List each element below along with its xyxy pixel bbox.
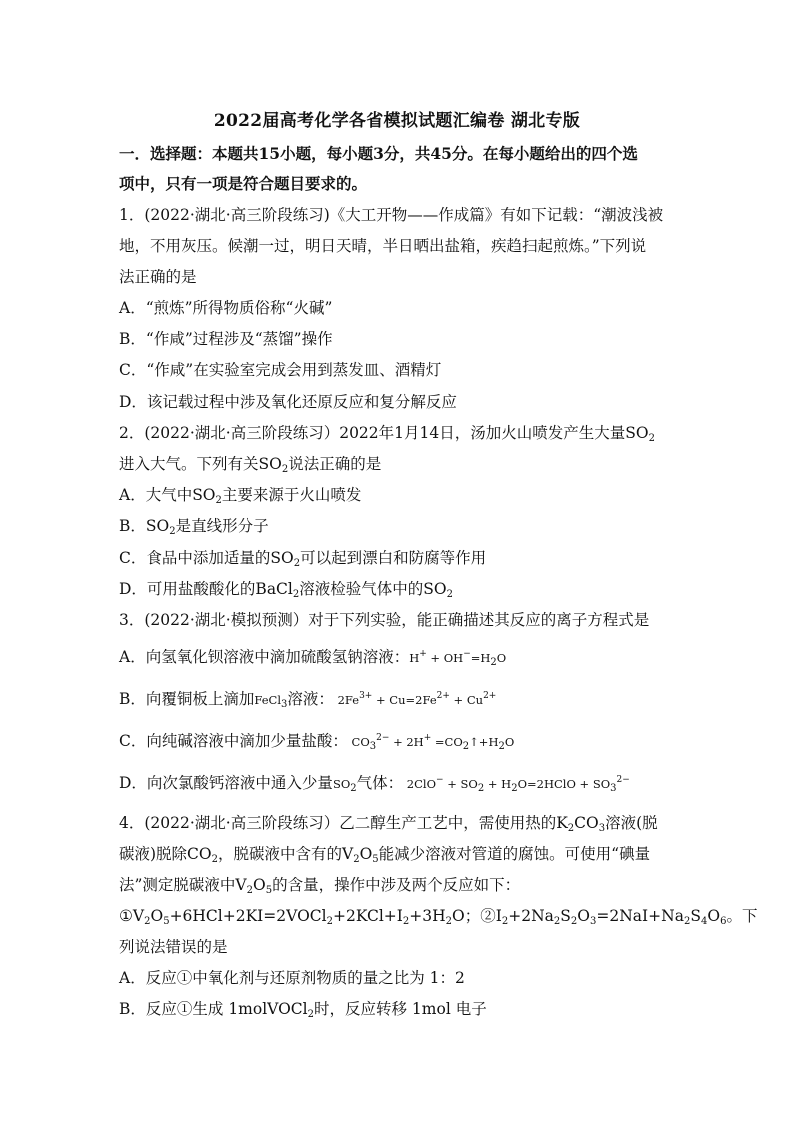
question-4-line-2: 碳液)脱除$CO_2$，脱碳液中含有的$V_2O_5$能减少溶液对管道的腐蚀。可使用“碘量 xyxy=(119,845,651,865)
question-2-option-c: C．食品中添加适量的$SO_2$可以起到漂白和防腐等作用 xyxy=(119,549,487,569)
equation-d: $2ClO^- + SO_2$ + $H_2O=2HClO + SO_3^{2-}$ xyxy=(403,775,630,794)
question-2-line-1: 2．(2022·湖北·高三阶段练习）2022年1月14日，汤加火山喷发产生大量$SO_2$ xyxy=(119,424,655,444)
question-4-reactions: $①V_2O_5+6HCl+2KI=2VOCl_2+2KCl+I_2+3H_2O$；$②I_2+2Na_2S_2O_3=2NaI+Na_2S_4O_6$。下 xyxy=(119,907,758,927)
question-3-option-a: A．向氢氧化钡溶液中滴加硫酸氢钠溶液：$H^+ + OH^-=H_2O$ xyxy=(119,648,507,668)
question-1-line-1: 1．(2022·湖北·高三阶段练习)《大工开物——作成篇》有如下记载：“潮波浅被 xyxy=(119,206,664,224)
equation-c: $CO_3^{2-} + 2H^+$ $=CO_2↑+H_2O$ xyxy=(347,733,515,752)
question-4-line-5: 列说法错误的是 xyxy=(119,938,228,956)
question-3-line-1: 3．(2022·湖北·模拟预测）对于下列实验，能正确描述其反应的离子方程式是 xyxy=(119,611,650,629)
question-2-option-d: D．可用盐酸酸化的BaCl$_2$溶液检验气体中的$SO_2$ xyxy=(119,580,453,600)
question-1-option-c: C．“作咸”在实验室完成会用到蒸发皿、酒精灯 xyxy=(119,361,442,379)
question-3-option-c: C．向纯碱溶液中滴加少量盐酸： $CO_3^{2-} + 2H^+$ $=CO_2↑+H_2O$ xyxy=(119,732,515,752)
question-1-line-2: 地，不用灰压。候潮一过，明日天晴，半日晒出盐箱，疾趋扫起煎炼。”下列说 xyxy=(119,237,647,255)
question-4-option-a: A．反应①中氧化剂与还原剂物质的量之比为 1：2 xyxy=(119,969,465,987)
section-heading-line-2: 项中，只有一项是符合题目要求的。 xyxy=(119,174,368,193)
question-1-option-d: D．该记载过程中涉及氧化还原反应和复分解反应 xyxy=(119,393,457,411)
question-4-option-b: B．反应①生成 1molVOCl$_2$时，反应转移 1mol 电子 xyxy=(119,1000,487,1020)
page-title: 2022届高考化学各省模拟试题汇编卷 湖北专版 xyxy=(213,111,581,131)
equation-a: $H^+ + OH^-=H_2O$ xyxy=(409,649,507,668)
question-3-option-b: B．向覆铜板上滴加FeCl$_3$溶液： $2Fe^{3+} + Cu=2Fe^{2+} + Cu^{2+}$ xyxy=(119,690,497,710)
question-2-option-b: B．$SO_2$是直线形分子 xyxy=(119,517,269,537)
question-4-line-1: 4．(2022·湖北·高三阶段练习）乙二醇生产工艺中，需使用热的$K_2CO_3$溶液(脱 xyxy=(119,814,658,834)
equation-b: $2Fe^{3+} + Cu=2Fe^{2+} + Cu^{2+}$ xyxy=(333,691,497,707)
question-2-option-a: A．大气中$SO_2$主要来源于火山喷发 xyxy=(119,486,362,506)
question-2-line-2: 进入大气。下列有关$SO_2$说法正确的是 xyxy=(119,455,382,475)
question-4-line-3: 法”测定脱碳液中$V_2O_5$的含量，操作中涉及两个反应如下： xyxy=(119,876,521,896)
question-1-line-3: 法正确的是 xyxy=(119,268,197,286)
question-1-option-b: B．“作咸”过程涉及“蒸馏”操作 xyxy=(119,330,333,348)
section-heading-line-1: 一．选择题：本题共15小题，每小题3分，共45分。在每小题给出的四个选 xyxy=(119,144,638,163)
question-1-option-a: A．“煎炼”所得物质俗称“火碱” xyxy=(119,299,333,317)
question-3-option-d: D．向次氯酸钙溶液中通入少量$SO_2$气体： $2ClO^- + SO_2$ + $H_2O=2HClO + SO_3^{2-}$ xyxy=(119,774,630,794)
